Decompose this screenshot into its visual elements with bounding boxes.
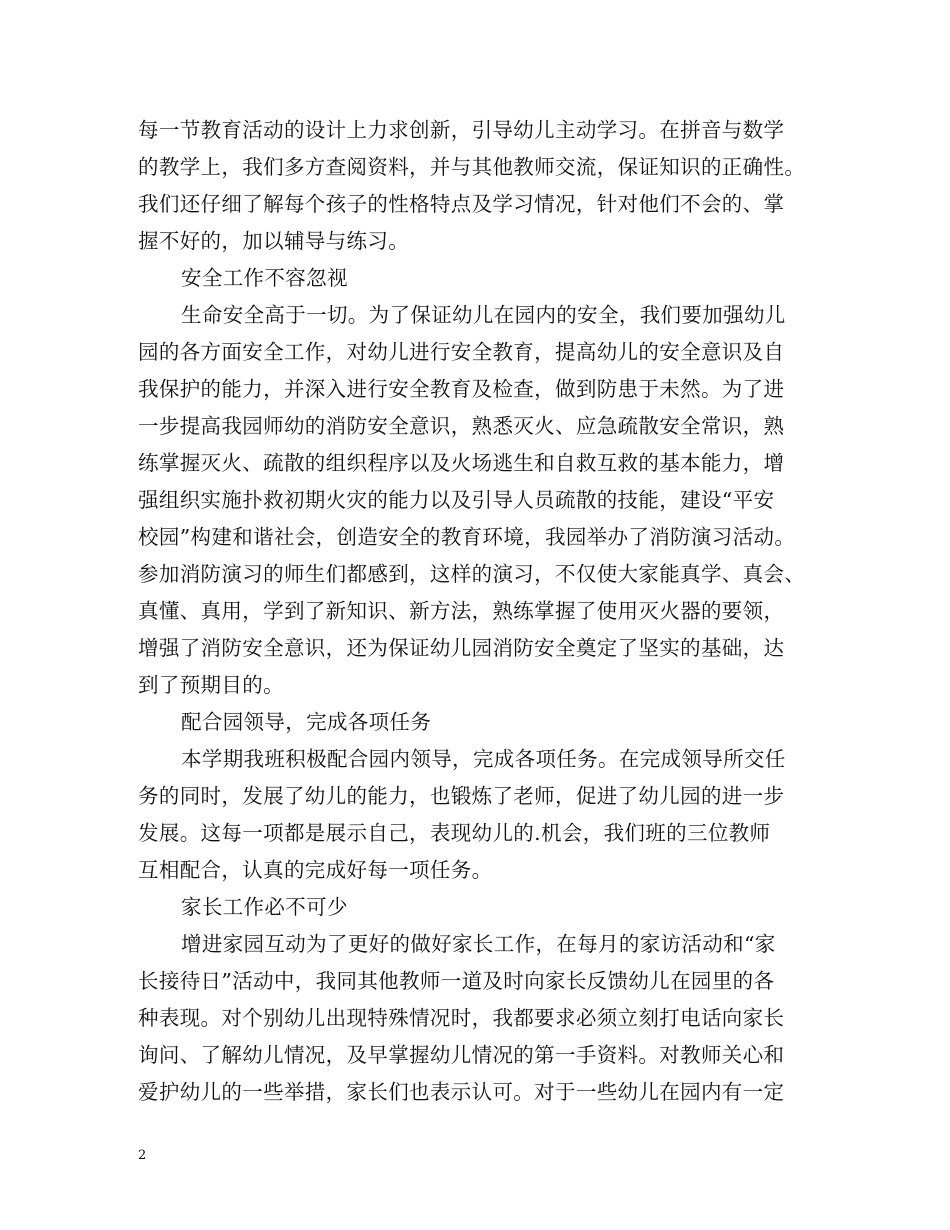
body-text-line: 练掌握灭火、疏散的组织程序以及火场逃生和自救互救的基本能力，增 [138,451,785,475]
body-text-line: 校园”构建和谐社会，创造安全的教育环境，我园举办了消防演习活动。 [138,525,796,549]
body-text-line: 一步提高我园师幼的消防安全意识，熟悉灭火、应急疏散安全常识，熟 [138,414,785,438]
body-text-line: 长接待日”活动中，我同其他教师一道及时向家长反馈幼儿在园里的各 [138,969,775,993]
body-text-line: 握不好的，加以辅导与练习。 [138,229,410,253]
body-text-line: 每一节教育活动的设计上力求创新，引导幼儿主动学习。在拼音与数学 [138,118,785,142]
body-text-line: 真懂、真用，学到了新知识、新方法，熟练掌握了使用灭火器的要领， [138,599,785,623]
body-text-line: 参加消防演习的师生们都感到，这样的演习，不仅使大家能真学、真会、 [138,562,806,586]
section-heading: 家长工作必不可少 [181,895,348,919]
body-text-line: 务的同时，发展了幼儿的能力，也锻炼了老师，促进了幼儿园的进一步 [138,784,785,808]
body-text-line: 增进家园互动为了更好的做好家长工作，在每月的家访活动和“家 [181,932,776,956]
body-text-line: 我们还仔细了解每个孩子的性格特点及学习情况，针对他们不会的、掌 [138,192,785,216]
body-text-line: 园的各方面安全工作，对幼儿进行安全教育，提高幼儿的安全意识及自 [138,340,785,364]
body-text-line: 发展。这每一项都是展示自己，表现幼儿的.机会，我们班的三位教师 [138,821,771,845]
body-text-line: 的教学上，我们多方查阅资料，并与其他教师交流，保证知识的正确性。 [138,155,806,179]
body-text-line: 增强了消防安全意识，还为保证幼儿园消防安全奠定了坚实的基础，达 [138,636,785,660]
body-text-line: 本学期我班积极配合园内领导，完成各项任务。在完成领导所交任 [181,747,786,771]
body-text-line: 询问、了解幼儿情况，及早掌握幼儿情况的第一手资料。对教师关心和 [138,1043,785,1067]
page-number: 2 [138,1148,147,1163]
section-heading: 安全工作不容忽视 [181,266,348,290]
section-heading: 配合园领导，完成各项任务 [181,710,432,734]
body-text-line: 生命安全高于一切。为了保证幼儿在园内的安全，我们要加强幼儿 [181,303,786,327]
body-text-line: 爱护幼儿的一些举措，家长们也表示认可。对于一些幼儿在园内有一定 [138,1080,785,1104]
body-text-line: 强组织实施扑救初期火灾的能力以及引导人员疏散的技能，建设“平安 [138,488,775,512]
body-text-line: 种表现。对个别幼儿出现特殊情况时，我都要求必须立刻打电话向家长 [138,1006,785,1030]
body-text-line: 到了预期目的。 [138,673,284,697]
body-text-line: 互相配合，认真的完成好每一项任务。 [138,858,493,882]
body-text-line: 我保护的能力，并深入进行安全教育及检查，做到防患于未然。为了进 [138,377,785,401]
